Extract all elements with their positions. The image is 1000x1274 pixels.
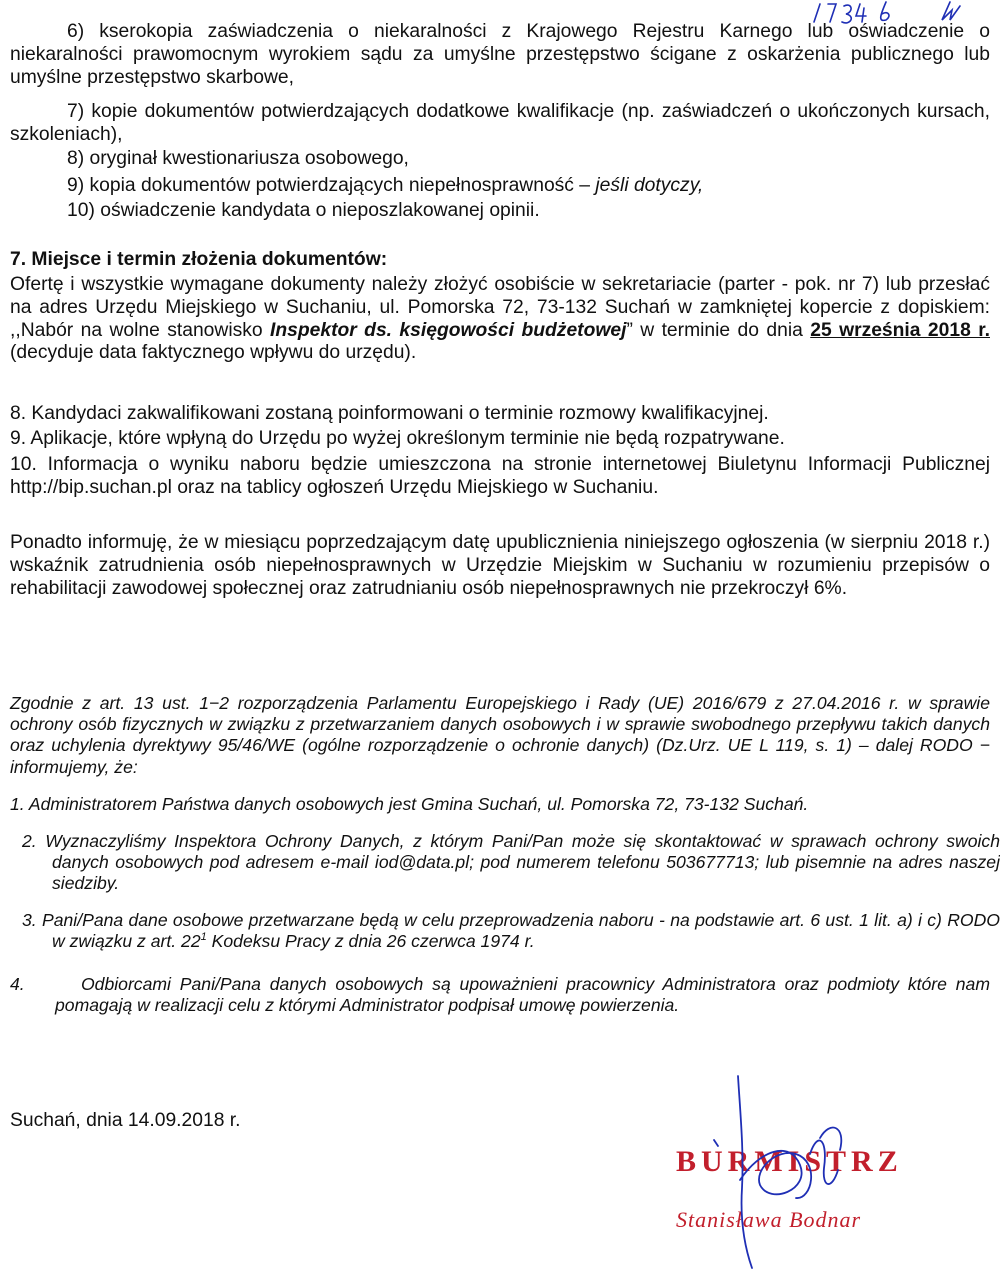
point-9: 9. Aplikacje, które wpłyną do Urzędu po wyżej określonym terminie nie będą rozpatrywane. xyxy=(10,428,785,449)
section-7-text-part1: Ofertę i wszystkie wymagane dokumenty należy złożyć osobiście w sekretariacie (parter - pok. nr 7) lub przesłać na adres Urzędu Miejskiego w Suchaniu, ul. Pomorska 72, 73-132 Suchań w zamkniętej kopercie z dopiskiem: ,,Nabór na wolne stanowisko xyxy=(10,274,990,341)
gdpr-item-4-number: 4. xyxy=(10,974,25,994)
place-and-date: Suchań, dnia 14.09.2018 r. xyxy=(10,1110,241,1131)
documents-list-item-9 xyxy=(10,175,990,198)
section-7-text-part3: (decyduje data faktycznego wpływu do urzędu). xyxy=(10,342,417,364)
gdpr-item-2: 2. Wyznaczyliśmy Inspektora Ochrony Danych, z którym Pani/Pan może się skontaktować w sprawach ochrony swoich danych osobowych pod adresem e-mail iod@data.pl; pod numerem telefonu 503677713; lub pisemnie na adres naszej siedziby. xyxy=(22,831,1000,894)
section-7-text xyxy=(10,274,990,365)
mayor-stamp-name: Stanisława Bodnar xyxy=(676,1207,862,1232)
documents-list-item-8: 8) oryginał kwestionariusza osobowego, xyxy=(67,148,409,169)
gdpr-item-3-part1: 3. Pani/Pana dane osobowe przetwarzane będą w celu przeprowadzenia naboru - na podstawie art. 6 ust. 1 lit. a) i c) RODO w związku z art. 22 xyxy=(22,910,1000,952)
item-9-note: jeśli dotyczy, xyxy=(595,175,704,196)
documents-list-item-7: 7) kopie dokumentów potwierdzających dodatkowe kwalifikacje (np. zaświadczeń o ukończonych kursach, szkoleniach), xyxy=(10,101,990,145)
gdpr-item-1: 1. Administratorem Państwa danych osobowych jest Gmina Suchań, ul. Pomorska 72, 73-132 Suchań. xyxy=(10,794,809,814)
documents-list-item-10: 10) oświadczenie kandydata o nieposzlakowanej opinii. xyxy=(67,200,540,221)
mayor-stamp-title: BURMISTRZ xyxy=(676,1145,903,1178)
section-7-text-part2: ” w terminie do dnia xyxy=(626,319,811,341)
handwritten-signature xyxy=(700,1070,890,1270)
deadline-date: 25 września 2018 r. xyxy=(810,319,990,341)
section-7-heading: 7. Miejsce i termin złożenia dokumentów: xyxy=(10,249,388,270)
item-9-text: 9) kopia dokumentów potwierdzających niepełnosprawność – xyxy=(67,175,596,196)
gdpr-item-3-superscript: 1 xyxy=(200,931,207,944)
gdpr-item-4 xyxy=(10,974,990,1016)
gdpr-item-3-part2: Kodeksu Pracy z dnia 26 czerwca 1974 r. xyxy=(206,931,535,952)
point-10: 10. Informacja o wyniku naboru będzie umieszczona na stronie internetowej Biuletynu Informacji Publicznej http://bip.suchan.pl oraz na tablicy ogłoszeń Urzędu Miejskiego w Suchaniu. xyxy=(10,454,990,498)
gdpr-item-3 xyxy=(10,910,1000,952)
position-title: Inspektor ds. księgowości budżetowej xyxy=(270,319,627,341)
gdpr-item-4-text: Odbiorcami Pani/Pana danych osobowych są upoważnieni pracownicy Administratora oraz podmioty które nam pomagają w realizacji celu z którymi Administrator podpisał umowę powierzenia. xyxy=(55,974,990,1016)
documents-list-item-6: 6) kserokopia zaświadczenia o niekaralności z Krajowego Rejestru Karnego lub oświadczenie o niekaralności prawomocnym wyrokiem sądu za umyślne przestępstwo ścigane z oskarżenia publicznego lub umyślne przestępstwo skarbowe, xyxy=(10,21,990,88)
employment-info: Ponadto informuję, że w miesiącu poprzedzającym datę upublicznienia niniejszego ogłoszenia (w sierpniu 2018 r.) wskaźnik zatrudnienia osób niepełnosprawnych w Urzędzie Miejskim w Suchaniu w rozumieniu przepisów o rehabilitacji zawodowej społecznej oraz zatrudnianiu osób niepełnosprawnych nie przekroczył 6%. xyxy=(10,532,990,599)
handwritten-note xyxy=(800,0,980,40)
gdpr-intro: Zgodnie z art. 13 ust. 1−2 rozporządzenia Parlamentu Europejskiego i Rady (UE) 2016/679 z 27.04.2016 r. w sprawie ochrony osób fizycznych w związku z przetwarzaniem danych osobowych i w sprawie swobodnego przepływu takich danych oraz uchylenia dyrektywy 95/46/WE (ogólne rozporządzenie o ochronie danych) (Dz.Urz. UE L 119, s. 1) – dalej RODO − informujemy, że: xyxy=(10,693,990,777)
point-8: 8. Kandydaci zakwalifikowani zostaną poinformowani o terminie rozmowy kwalifikacyjnej. xyxy=(10,403,769,424)
